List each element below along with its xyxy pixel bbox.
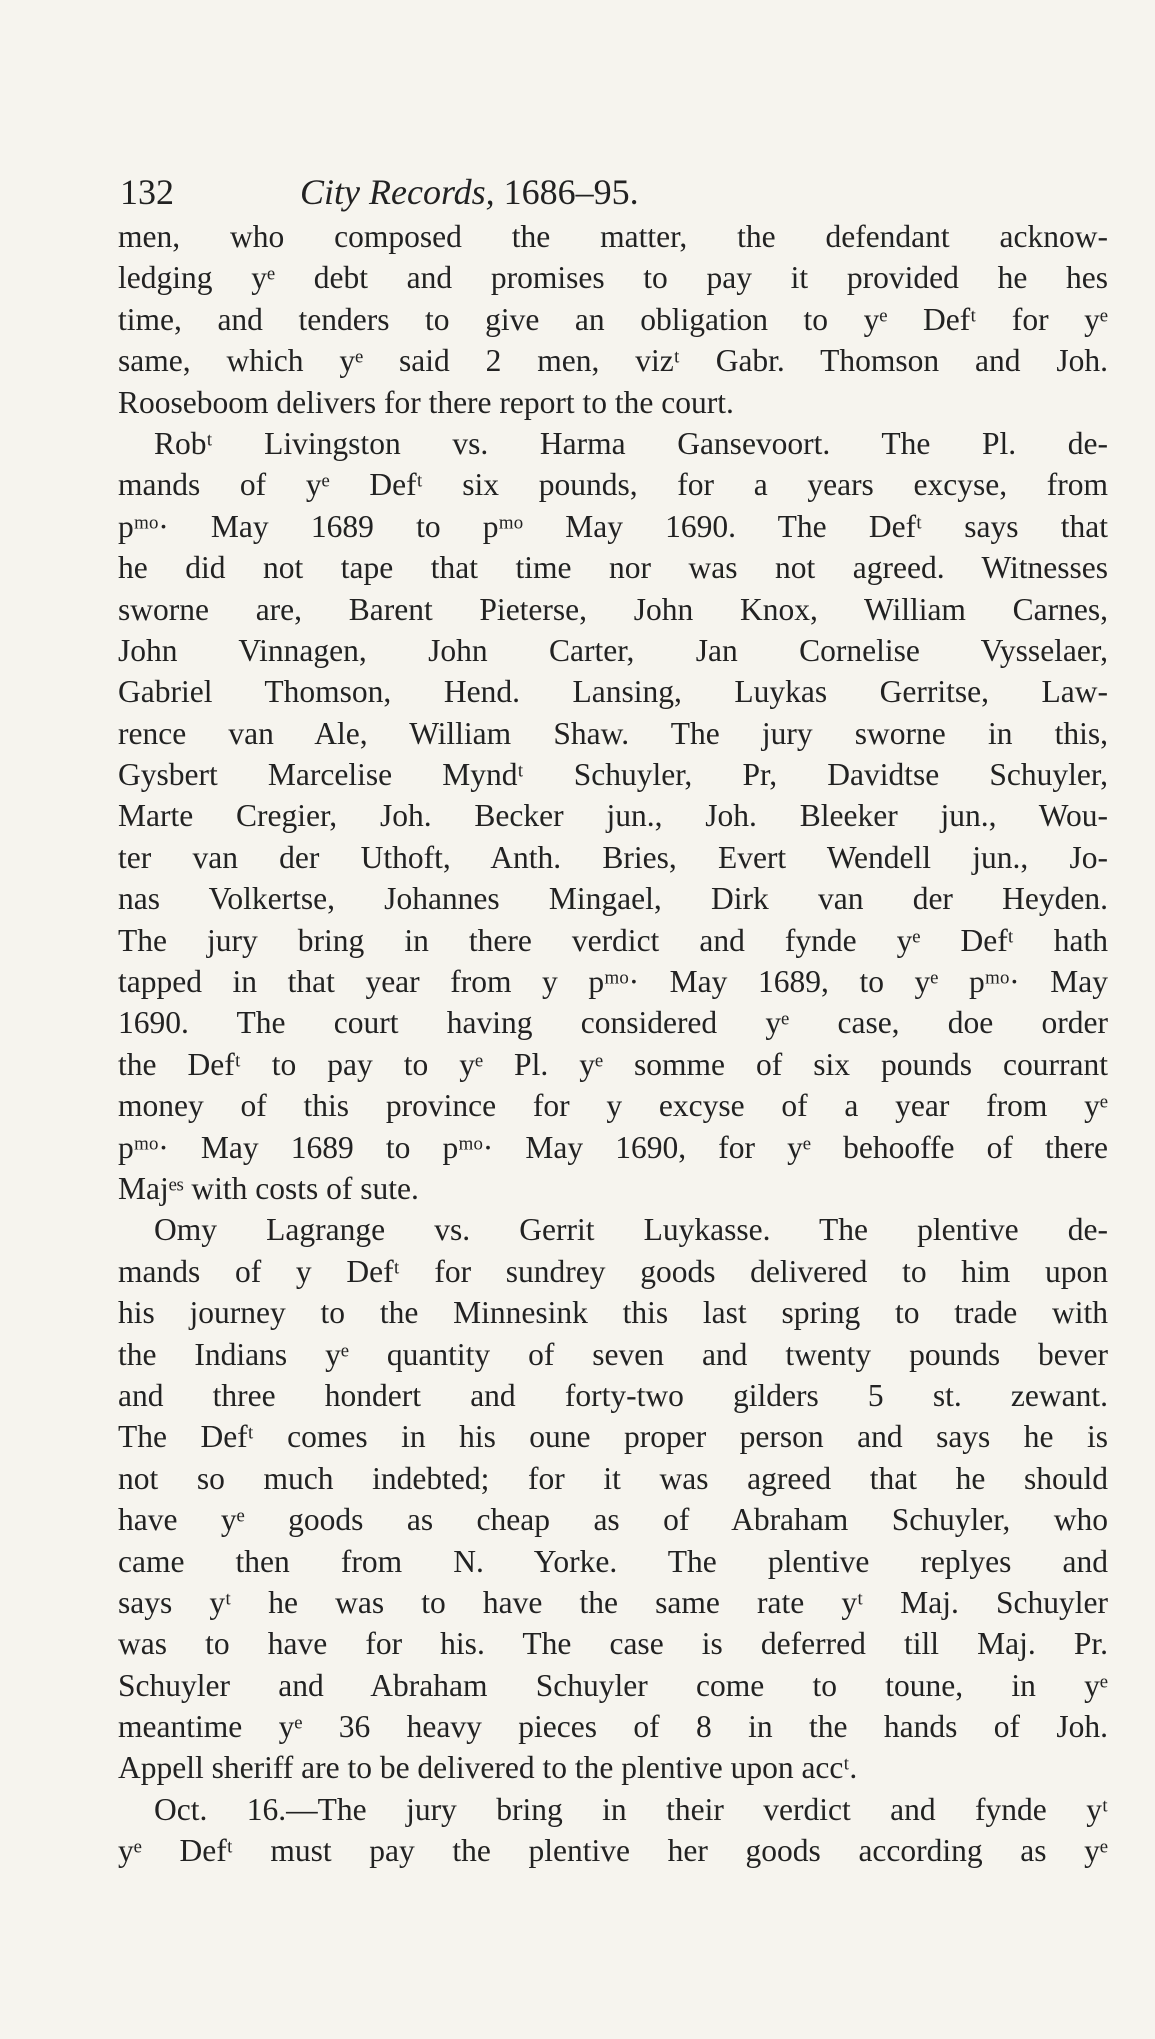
text-line: nas Volkertse, Johannes Mingael, Dirk van der Heyden. [118, 881, 1108, 917]
text-line: yᵉ Defᵗ must pay the plentive her goods according as yᵉ [118, 1833, 1108, 1869]
running-header [120, 164, 820, 220]
text-line: the Defᵗ to pay to yᵉ Pl. yᵉ somme of six pounds courrant [118, 1046, 1108, 1082]
page-number: 132 [120, 172, 174, 212]
text-line: his journey to the Minnesink this last spring to trade with [118, 1295, 1108, 1331]
text-line: meantime yᵉ 36 heavy pieces of 8 in the hands of Joh. [118, 1709, 1108, 1745]
text-line: Marte Cregier, Joh. Becker jun., Joh. Bleeker jun., Wou- [118, 798, 1108, 834]
text-line: have yᵉ goods as cheap as of Abraham Schuyler, who [118, 1502, 1108, 1538]
text-line: was to have for his. The case is deferred till Maj. Pr. [118, 1626, 1108, 1662]
text-line: Schuyler and Abraham Schuyler come to toune, in yᵉ [118, 1667, 1108, 1703]
text-line: Gysbert Marcelise Myndᵗ Schuyler, Pr, Davidtse Schuyler, [118, 757, 1108, 793]
text-line: pᵐᵒ· May 1689 to pᵐᵒ May 1690. The Defᵗ says that [118, 508, 1108, 544]
text-line: Appell sheriff are to be delivered to the plentive upon accᵗ. [118, 1750, 858, 1786]
text-line: Majᵉˢ with costs of sute. [118, 1170, 419, 1206]
text-line: Robᵗ Livingston vs. Harma Gansevoort. The Pl. de- [154, 425, 1108, 461]
text-line: mands of yᵉ Defᵗ six pounds, for a years excyse, from [118, 467, 1108, 503]
text-line: not so much indebted; for it was agreed that he should [118, 1460, 1108, 1496]
text-line: John Vinnagen, John Carter, Jan Cornelise Vysselaer, [118, 632, 1108, 668]
text-line: the Indians yᵉ quantity of seven and twenty pounds bever [118, 1336, 1108, 1372]
running-title-italic: City Records, [300, 172, 495, 212]
text-line: money of this province for y excyse of a year from yᵉ [118, 1088, 1108, 1124]
text-line: rence van Ale, William Shaw. The jury sworne in this, [118, 715, 1108, 751]
text-line: Rooseboom delivers for there report to the court. [118, 384, 734, 420]
text-line: Oct. 16.—The jury bring in their verdict and fynde yᵗ [154, 1791, 1108, 1827]
text-line: mands of y Defᵗ for sundrey goods delivered to him upon [118, 1253, 1108, 1289]
text-line: he did not tape that time nor was not agreed. Witnesses [118, 550, 1108, 586]
text-line: tapped in that year from y pᵐᵒ· May 1689, to yᵉ pᵐᵒ· May [118, 964, 1108, 1000]
text-line: sworne are, Barent Pieterse, John Knox, William Carnes, [118, 591, 1108, 627]
text-line: 1690. The court having considered yᵉ case, doe order [118, 1005, 1108, 1041]
text-line: says yᵗ he was to have the same rate yᵗ Maj. Schuyler [118, 1584, 1108, 1620]
text-line: ledging yᵉ debt and promises to pay it provided he hes [118, 260, 1108, 296]
running-title-years: 1686–95. [494, 172, 639, 212]
text-line: and three hondert and forty-two gilders 5 st. zewant. [118, 1377, 1108, 1413]
body-text [118, 216, 1108, 1872]
text-line: time, and tenders to give an obligation to yᵉ Defᵗ for yᵉ [118, 301, 1108, 337]
text-line: came then from N. Yorke. The plentive replyes and [118, 1543, 1108, 1579]
running-title [300, 172, 639, 212]
text-line: pᵐᵒ· May 1689 to pᵐᵒ· May 1690, for yᵉ behooffe of there [118, 1129, 1108, 1165]
text-line: ter van der Uthoft, Anth. Bries, Evert Wendell jun., Jo- [118, 839, 1108, 875]
text-line: men, who composed the matter, the defendant acknow- [118, 219, 1108, 254]
text-line: Omy Lagrange vs. Gerrit Luykasse. The plentive de- [154, 1212, 1108, 1248]
text-line: The Defᵗ comes in his oune proper person and says he is [118, 1419, 1108, 1455]
text-line: Gabriel Thomson, Hend. Lansing, Luykas Gerritse, Law- [118, 674, 1108, 710]
text-line: The jury bring in there verdict and fynde yᵉ Defᵗ hath [118, 922, 1108, 958]
text-line: same, which yᵉ said 2 men, vizᵗ Gabr. Thomson and Joh. [118, 343, 1108, 379]
